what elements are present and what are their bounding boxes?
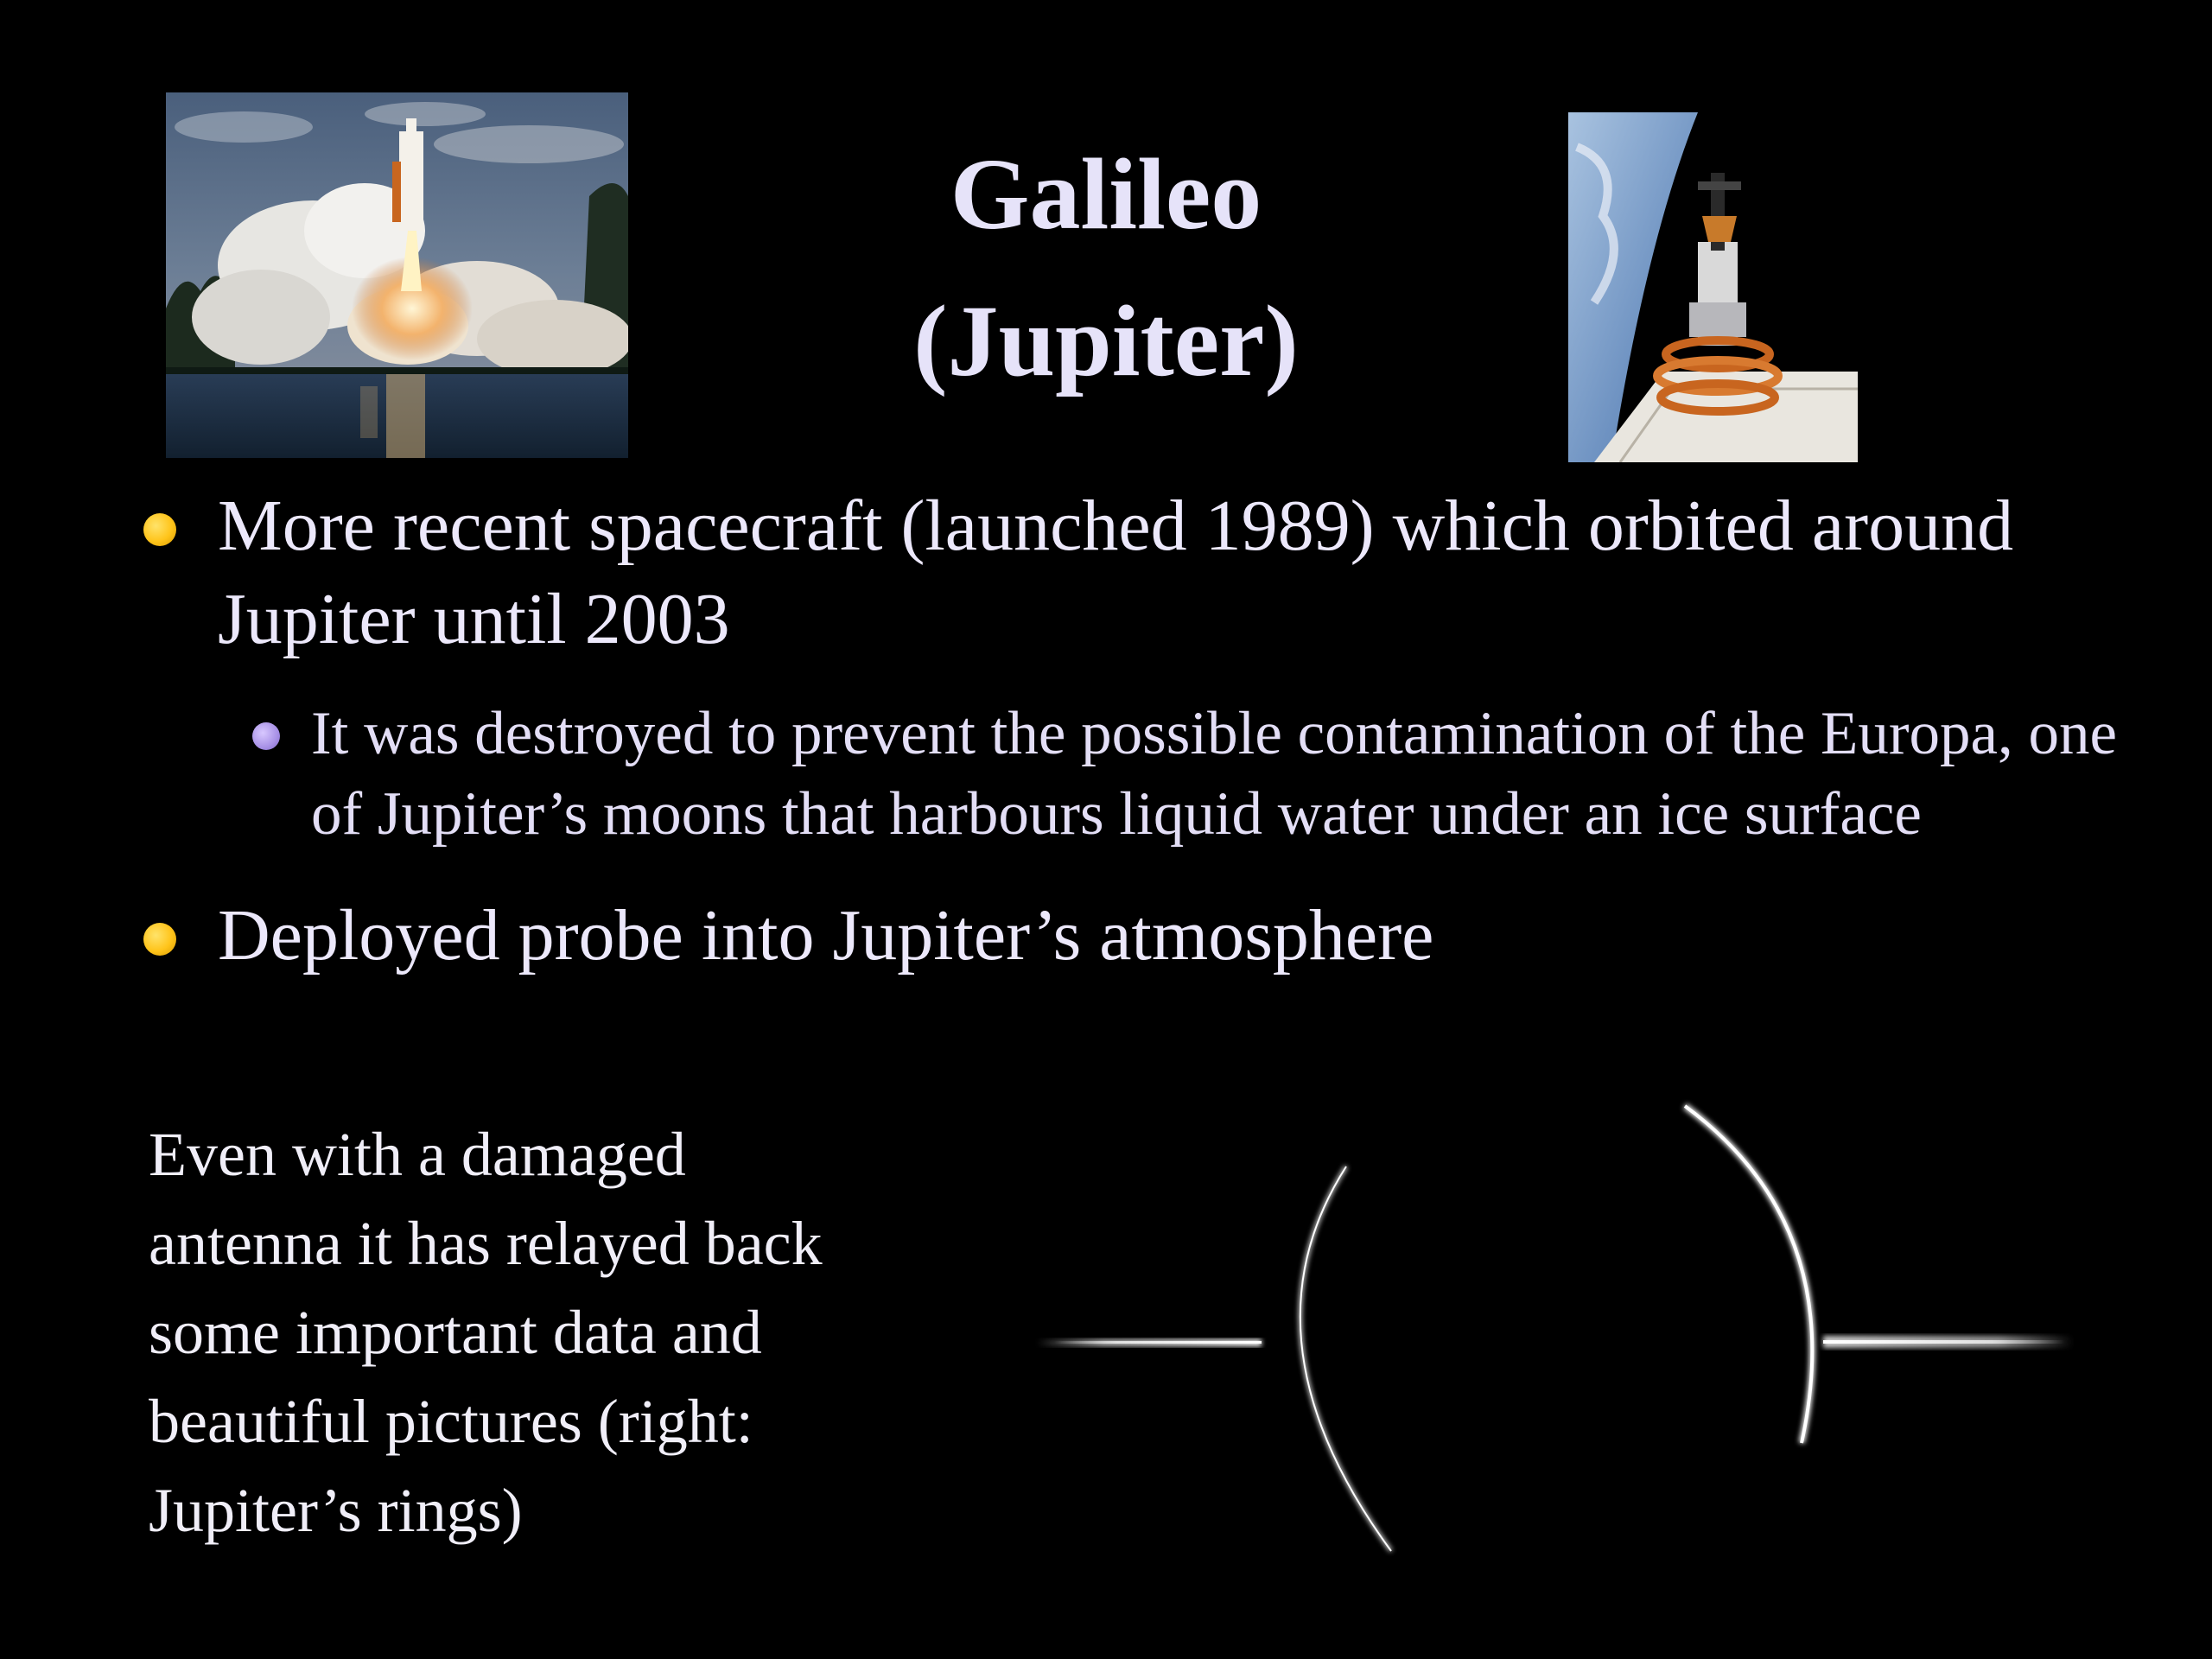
shuttle-launch-photo [166,92,628,458]
slide-title [760,121,1452,415]
sub-bullet-dot-icon [252,722,280,750]
bullet-list [138,480,2126,982]
caption-text: Even with a damaged antenna it has relayed back some important data and beautiful pictures (right: Jupiter’s rings) [149,1120,823,1545]
bullet-item [138,480,2126,666]
bullet-text: More recent spacecraft (launched 1989) which orbited around Jupiter until 2003 [218,486,2014,659]
bullet-item [138,889,2126,982]
galileo-deployment-photo [1568,112,1858,462]
bullet-dot-icon [143,923,176,956]
title-line-1: Galileo [950,137,1262,251]
sub-bullet-text: It was destroyed to prevent the possible contamination of the Europa, one of Jupiter’s moons that harbours liquid water under an ice surface [311,700,2117,848]
sub-bullet-item [311,694,2126,855]
bullet-text: Deployed probe into Jupiter’s atmosphere [218,895,1434,976]
bullet-dot-icon [143,513,176,546]
jupiter-rings-image [1020,1080,2091,1564]
title-line-2: (Jupiter) [913,284,1299,397]
